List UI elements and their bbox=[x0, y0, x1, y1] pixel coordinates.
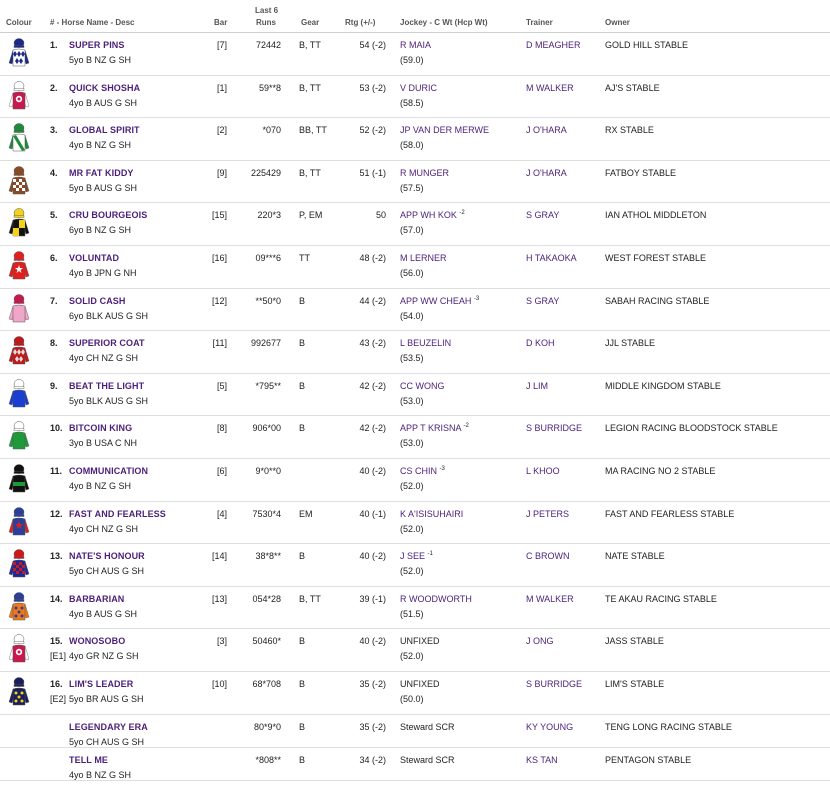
jockey-link[interactable] bbox=[400, 210, 465, 220]
last-six-runs: 80*9*0 bbox=[253, 721, 281, 732]
col-horse: # - Horse Name - Desc bbox=[50, 18, 135, 27]
jockey-name: J SEE bbox=[400, 551, 426, 562]
jockey-silks-icon bbox=[8, 122, 30, 156]
last-six-runs: 72442 bbox=[255, 40, 281, 50]
owner: PENTAGON STABLE bbox=[605, 754, 692, 765]
jockey-status: UNFIXED bbox=[400, 678, 440, 689]
barrier: [12] bbox=[211, 295, 227, 306]
horse-desc: 4yo CH NZ G SH bbox=[69, 353, 139, 364]
runner-number: 10. bbox=[50, 423, 63, 434]
owner: SABAH RACING STABLE bbox=[605, 295, 710, 306]
trainer-link[interactable]: S BURRIDGE bbox=[526, 423, 583, 434]
jockey-name: V DURIC bbox=[400, 82, 438, 93]
jockey-silks-icon bbox=[8, 591, 30, 625]
col-owner: Owner bbox=[605, 18, 630, 27]
rating: 42 (-2) bbox=[359, 380, 386, 391]
last-six-runs: 225429 bbox=[250, 167, 281, 178]
jockey-silks-icon bbox=[8, 335, 30, 369]
jockey-name: R WOODWORTH bbox=[400, 593, 472, 604]
runner-row bbox=[0, 374, 830, 417]
jockey-silks-icon bbox=[8, 506, 30, 540]
horse-name-link[interactable]: SUPER PINS bbox=[69, 40, 125, 50]
col-gear: Gear bbox=[301, 18, 320, 27]
col-rtg: Rtg (+/-) bbox=[345, 18, 376, 27]
col-last6-line1: Last 6 bbox=[255, 6, 279, 15]
jockey-silks-icon bbox=[8, 80, 30, 114]
runner-number: 8. bbox=[50, 338, 58, 349]
last-six-runs: 68*708 bbox=[252, 678, 281, 689]
trainer-link[interactable]: S GRAY bbox=[526, 295, 560, 306]
last-six-runs: 992677 bbox=[250, 338, 281, 349]
barrier: [9] bbox=[216, 167, 227, 178]
owner: FAST AND FEARLESS STABLE bbox=[605, 508, 735, 519]
horse-name-link[interactable]: LIM'S LEADER bbox=[69, 678, 134, 689]
jockey-link[interactable] bbox=[400, 338, 451, 348]
jockey-name: R MUNGER bbox=[400, 167, 449, 178]
horse-name-link[interactable]: FAST AND FEARLESS bbox=[69, 508, 166, 519]
last-six-runs: 59**8 bbox=[258, 82, 281, 93]
runner-list bbox=[0, 33, 830, 781]
carried-weight: (54.0) bbox=[400, 310, 424, 321]
horse-desc: 5yo BLK AUS G SH bbox=[69, 395, 149, 406]
gear: B bbox=[299, 380, 306, 391]
runner-number: 7. bbox=[50, 295, 58, 306]
runner-number: 9. bbox=[50, 380, 58, 391]
trainer-link[interactable]: J PETERS bbox=[526, 508, 570, 519]
trainer-link[interactable]: C BROWN bbox=[526, 551, 570, 562]
jockey-silks-icon bbox=[8, 633, 30, 667]
gear: B bbox=[299, 423, 306, 434]
last-six-runs: 50460* bbox=[252, 636, 281, 647]
jockey-link[interactable] bbox=[400, 466, 445, 476]
carried-weight: (53.0) bbox=[400, 438, 424, 449]
horse-desc: 5yo CH AUS G SH bbox=[69, 736, 145, 747]
runner-number: 15. bbox=[50, 636, 63, 647]
jockey-name: R MAIA bbox=[400, 40, 432, 50]
last-six-runs: *070 bbox=[262, 125, 281, 136]
rating: 48 (-2) bbox=[359, 252, 386, 263]
horse-name-link[interactable]: NATE'S HONOUR bbox=[69, 551, 145, 562]
runner-row bbox=[0, 748, 830, 781]
carried-weight: (52.0) bbox=[400, 651, 424, 662]
trainer-link[interactable]: L KHOO bbox=[526, 465, 560, 476]
carried-weight: (57.0) bbox=[400, 225, 424, 236]
horse-desc: 4yo B AUS G SH bbox=[69, 97, 138, 108]
rating: 34 (-2) bbox=[359, 754, 386, 765]
last-six-runs: **50*0 bbox=[255, 295, 281, 306]
owner: RX STABLE bbox=[605, 125, 654, 136]
rating: 53 (-2) bbox=[359, 82, 386, 93]
horse-name-link[interactable]: QUICK SHOSHA bbox=[69, 82, 141, 93]
barrier: [4] bbox=[216, 508, 227, 519]
carried-weight: (58.0) bbox=[400, 140, 424, 151]
rating: 35 (-2) bbox=[359, 721, 386, 732]
jockey-name: APP T KRISNA bbox=[400, 423, 462, 434]
runner-number: 11. bbox=[50, 465, 63, 476]
rating: 35 (-2) bbox=[359, 678, 386, 689]
last-six-runs: 220*3 bbox=[257, 210, 281, 221]
owner: GOLD HILL STABLE bbox=[605, 40, 689, 50]
rating: 52 (-2) bbox=[359, 125, 386, 136]
runner-row bbox=[0, 246, 830, 289]
claim-allowance: -2 bbox=[463, 423, 469, 430]
trainer-link[interactable]: S GRAY bbox=[526, 210, 560, 221]
gear: P, EM bbox=[299, 210, 323, 221]
carried-weight: (53.5) bbox=[400, 353, 424, 364]
runner-number: 14. bbox=[50, 593, 63, 604]
claim-allowance: -3 bbox=[439, 465, 445, 472]
col-bar: Bar bbox=[214, 18, 228, 27]
runner-row bbox=[0, 544, 830, 587]
owner: NATE STABLE bbox=[605, 551, 665, 562]
gear: B bbox=[299, 636, 306, 647]
rating: 50 bbox=[375, 210, 386, 221]
trainer-link[interactable]: M WALKER bbox=[526, 82, 574, 93]
horse-name-link[interactable]: GLOBAL SPIRIT bbox=[69, 125, 140, 136]
col-last6-line2: Runs bbox=[256, 18, 276, 27]
trainer-link[interactable]: KY YOUNG bbox=[526, 721, 574, 732]
jockey-link[interactable] bbox=[400, 423, 469, 433]
jockey-link[interactable] bbox=[400, 40, 431, 50]
carried-weight: (52.0) bbox=[400, 566, 424, 577]
owner: MA RACING NO 2 STABLE bbox=[605, 465, 716, 476]
jockey-status: Steward SCR bbox=[400, 754, 455, 765]
runner-row bbox=[0, 502, 830, 545]
jockey-silks-icon bbox=[8, 463, 30, 497]
jockey-link[interactable] bbox=[400, 125, 489, 135]
jockey-link[interactable] bbox=[400, 509, 463, 519]
jockey-link[interactable] bbox=[400, 83, 437, 93]
jockey-silks-icon bbox=[8, 250, 30, 284]
gear: B, TT bbox=[299, 82, 321, 93]
runner-number: 1. bbox=[50, 40, 58, 50]
carried-weight: (50.0) bbox=[400, 693, 424, 704]
carried-weight: (59.0) bbox=[400, 55, 424, 65]
barrier: [14] bbox=[211, 551, 227, 562]
last-six-runs: *795** bbox=[255, 380, 281, 391]
owner: JJL STABLE bbox=[605, 338, 656, 349]
gear: B, TT bbox=[299, 167, 321, 178]
runner-number: 12. bbox=[50, 508, 63, 519]
owner: JASS STABLE bbox=[605, 636, 664, 647]
claim-allowance: -1 bbox=[427, 551, 433, 558]
owner: MIDDLE KINGDOM STABLE bbox=[605, 380, 721, 391]
last-six-runs: 054*28 bbox=[252, 593, 281, 604]
runner-number: 6. bbox=[50, 252, 58, 263]
jockey-name: JP VAN DER MERWE bbox=[400, 125, 490, 136]
owner: TE AKAU RACING STABLE bbox=[605, 593, 717, 604]
rating: 43 (-2) bbox=[359, 338, 386, 349]
last-six-runs: 9*0**0 bbox=[255, 465, 281, 476]
jockey-link[interactable] bbox=[400, 253, 447, 263]
carried-weight: (52.0) bbox=[400, 523, 424, 534]
jockey-link[interactable] bbox=[400, 594, 472, 604]
carried-weight: (56.0) bbox=[400, 267, 424, 278]
jockey-silks-icon bbox=[8, 293, 30, 327]
horse-desc: 4yo B NZ G SH bbox=[69, 140, 132, 151]
jockey-silks-icon bbox=[8, 378, 30, 412]
runner-row bbox=[0, 76, 830, 119]
gear: B bbox=[299, 754, 306, 765]
trainer-link[interactable]: J ONG bbox=[526, 636, 554, 647]
horse-name-link[interactable]: CRU BOURGEOIS bbox=[69, 210, 148, 221]
runner-row bbox=[0, 459, 830, 502]
claim-allowance: -3 bbox=[473, 295, 480, 302]
gear: TT bbox=[299, 252, 310, 263]
barrier: [13] bbox=[211, 593, 227, 604]
runner-row bbox=[0, 629, 830, 672]
owner: FATBOY STABLE bbox=[605, 167, 677, 178]
horse-name-link[interactable]: LEGENDARY ERA bbox=[69, 721, 148, 732]
gear: B bbox=[299, 295, 306, 306]
barrier: [11] bbox=[212, 338, 227, 349]
horse-desc: 4yo B AUS G SH bbox=[69, 608, 138, 619]
horse-name-link[interactable]: MR FAT KIDDY bbox=[69, 167, 134, 178]
col-trainer: Trainer bbox=[526, 18, 553, 27]
horse-name-link[interactable]: SUPERIOR COAT bbox=[69, 338, 145, 349]
runner-row bbox=[0, 715, 830, 748]
last-six-runs: 09***6 bbox=[255, 252, 281, 263]
runner-row bbox=[0, 118, 830, 161]
horse-name-link[interactable]: SOLID CASH bbox=[69, 295, 126, 306]
col-colour: Colour bbox=[6, 18, 32, 27]
runner-row bbox=[0, 331, 830, 374]
gear: B bbox=[299, 551, 306, 562]
barrier: [15] bbox=[211, 210, 227, 221]
horse-desc: 6yo B NZ G SH bbox=[69, 225, 132, 236]
runner-number: 3. bbox=[50, 125, 58, 136]
horse-desc: 3yo B USA C NH bbox=[69, 438, 138, 449]
owner: LEGION RACING BLOODSTOCK STABLE bbox=[605, 423, 778, 434]
barrier: [16] bbox=[211, 252, 227, 263]
runner-row bbox=[0, 203, 830, 246]
jockey-status: Steward SCR bbox=[400, 721, 455, 732]
rating: 51 (-1) bbox=[359, 167, 386, 178]
jockey-silks-icon bbox=[8, 207, 30, 241]
horse-desc: 4yo B JPN G NH bbox=[69, 267, 137, 278]
carried-weight: (53.0) bbox=[400, 395, 424, 406]
jockey-name: CC WONG bbox=[400, 380, 445, 391]
rating: 40 (-2) bbox=[359, 636, 386, 647]
jockey-name: M LERNER bbox=[400, 252, 447, 263]
jockey-silks-icon bbox=[8, 676, 30, 710]
barrier: [5] bbox=[216, 380, 227, 391]
runner-row bbox=[0, 416, 830, 459]
barrier: [3] bbox=[216, 636, 227, 647]
barrier: [8] bbox=[216, 423, 227, 434]
runner-number: 13. bbox=[50, 551, 63, 562]
barrier: [10] bbox=[211, 678, 227, 689]
owner: TENG LONG RACING STABLE bbox=[605, 721, 732, 732]
jockey-name: APP WH KOK bbox=[400, 210, 457, 221]
horse-name-link[interactable]: BITCOIN KING bbox=[69, 423, 133, 434]
barrier: [7] bbox=[216, 40, 227, 50]
gear: BB, TT bbox=[299, 125, 327, 136]
runner-row bbox=[0, 587, 830, 630]
owner: WEST FOREST STABLE bbox=[605, 252, 707, 263]
jockey-name: CS CHIN bbox=[400, 465, 438, 476]
runner-row bbox=[0, 672, 830, 715]
jockey-silks-icon bbox=[8, 420, 30, 454]
trainer-link[interactable]: J O'HARA bbox=[526, 125, 567, 136]
horse-desc: 4yo CH NZ G SH bbox=[69, 523, 139, 534]
jockey-name: L BEUZELIN bbox=[400, 338, 452, 349]
runner-number: 4. bbox=[50, 167, 58, 178]
rating: 40 (-2) bbox=[359, 551, 386, 562]
trainer-link[interactable]: H TAKAOKA bbox=[526, 252, 577, 263]
carried-weight: (57.5) bbox=[400, 182, 424, 193]
owner: AJ'S STABLE bbox=[605, 82, 660, 93]
jockey-silks-icon bbox=[8, 548, 30, 582]
runner-number: 5. bbox=[50, 210, 58, 221]
jockey-name: APP WW CHEAH bbox=[400, 295, 472, 306]
gear: EM bbox=[299, 508, 313, 519]
col-jockey: Jockey - C Wt (Hcp Wt) bbox=[400, 18, 488, 27]
trainer-link[interactable]: J LIM bbox=[526, 380, 549, 391]
runner-row bbox=[0, 289, 830, 332]
last-six-runs: 906*00 bbox=[252, 423, 281, 434]
horse-name-link[interactable]: WONOSOBO bbox=[69, 636, 126, 647]
trainer-link[interactable]: D MEAGHER bbox=[526, 40, 581, 50]
runner-row bbox=[0, 161, 830, 204]
gear: B bbox=[299, 338, 306, 349]
gear: B bbox=[299, 721, 306, 732]
jockey-link[interactable] bbox=[400, 381, 445, 391]
jockey-silks-icon bbox=[8, 165, 30, 199]
carried-weight: (58.5) bbox=[400, 97, 424, 108]
trainer-link[interactable]: S BURRIDGE bbox=[526, 678, 583, 689]
barrier: [2] bbox=[216, 125, 227, 136]
horse-desc: 5yo BR AUS G SH bbox=[69, 693, 144, 704]
owner: LIM'S STABLE bbox=[605, 678, 665, 689]
emergency-tag: [E1] bbox=[50, 651, 67, 662]
trainer-link[interactable]: D KOH bbox=[526, 338, 555, 349]
horse-desc: 5yo B AUS G SH bbox=[69, 182, 138, 193]
runner-number: 2. bbox=[50, 82, 58, 93]
barrier: [6] bbox=[216, 465, 227, 476]
gear: B, TT bbox=[299, 593, 321, 604]
jockey-link[interactable] bbox=[400, 296, 479, 306]
last-six-runs: *808** bbox=[255, 754, 281, 765]
runner-number: 16. bbox=[50, 678, 63, 689]
rating: 39 (-1) bbox=[359, 593, 386, 604]
last-six-runs: 7530*4 bbox=[252, 508, 281, 519]
jockey-link[interactable] bbox=[400, 168, 449, 178]
horse-name-link[interactable]: COMMUNICATION bbox=[69, 465, 149, 476]
table-header bbox=[0, 0, 830, 33]
barrier: [1] bbox=[216, 82, 227, 93]
rating: 40 (-2) bbox=[359, 465, 386, 476]
runner-row bbox=[0, 33, 830, 76]
horse-desc: 5yo CH AUS G SH bbox=[69, 566, 145, 577]
horse-desc: 4yo GR NZ G SH bbox=[69, 651, 139, 662]
claim-allowance: -2 bbox=[459, 210, 465, 217]
gear: B bbox=[299, 678, 306, 689]
rating: 44 (-2) bbox=[359, 295, 386, 306]
horse-desc: 4yo B NZ G SH bbox=[69, 769, 132, 780]
horse-desc: 6yo BLK AUS G SH bbox=[69, 310, 149, 321]
trainer-link[interactable]: KS TAN bbox=[526, 754, 558, 765]
horse-name-link[interactable]: TELL ME bbox=[69, 754, 109, 765]
jockey-silks-icon bbox=[8, 37, 30, 71]
owner: IAN ATHOL MIDDLETON bbox=[605, 210, 707, 221]
horse-name-link[interactable]: BEAT THE LIGHT bbox=[69, 380, 145, 391]
horse-desc: 4yo B NZ G SH bbox=[69, 480, 132, 491]
rating: 54 (-2) bbox=[359, 40, 386, 50]
last-six-runs: 38*8** bbox=[255, 551, 281, 562]
jockey-name: K A'ISISUHAIRI bbox=[400, 508, 464, 519]
trainer-link[interactable]: J O'HARA bbox=[526, 167, 567, 178]
trainer-link[interactable]: M WALKER bbox=[526, 593, 574, 604]
jockey-link[interactable] bbox=[400, 551, 433, 561]
rating: 40 (-1) bbox=[359, 508, 386, 519]
rating: 42 (-2) bbox=[359, 423, 386, 434]
horse-name-link[interactable]: VOLUNTAD bbox=[69, 252, 120, 263]
carried-weight: (51.5) bbox=[400, 608, 424, 619]
horse-name-link[interactable]: BARBARIAN bbox=[69, 593, 125, 604]
jockey-status: UNFIXED bbox=[400, 636, 440, 647]
emergency-tag: [E2] bbox=[50, 693, 67, 704]
gear: B, TT bbox=[299, 40, 321, 50]
carried-weight: (52.0) bbox=[400, 480, 424, 491]
horse-desc: 5yo B NZ G SH bbox=[69, 55, 132, 65]
